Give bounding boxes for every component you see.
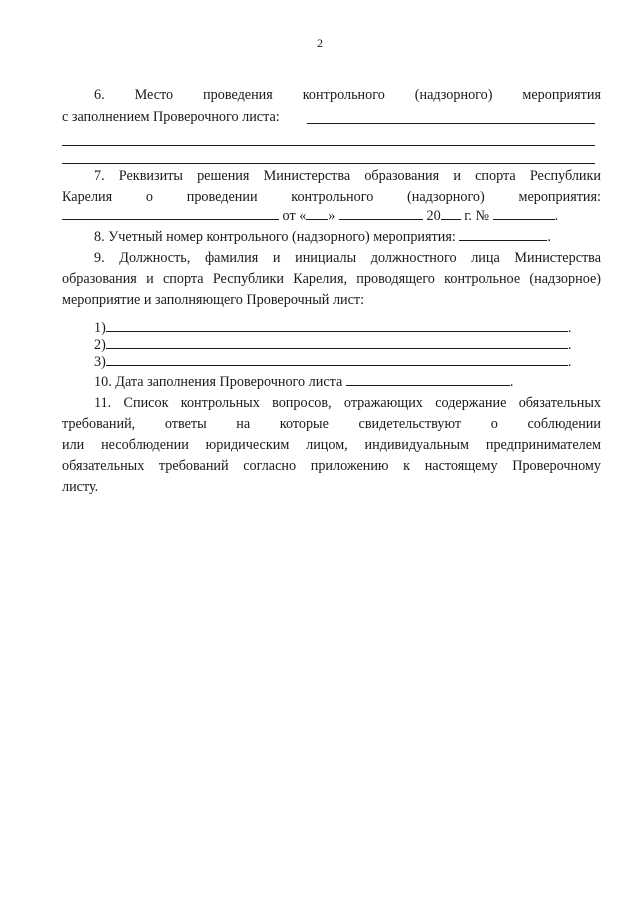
item9-entry-1-label: 1) — [94, 320, 106, 336]
item10-text: 10. Дата заполнения Проверочного листа — [94, 374, 343, 390]
item7-decision-field[interactable] — [62, 207, 279, 220]
item10-line — [94, 373, 513, 391]
item9-entry-3-label: 3) — [94, 354, 106, 370]
item6-line2: с заполнением Проверочного листа: — [62, 109, 280, 125]
item8-end: . — [547, 229, 551, 245]
item7-ot: от « — [282, 208, 307, 224]
item7-year-suffix: г. № — [464, 208, 490, 224]
item7-quote-close: » — [328, 208, 336, 224]
item7-day-field[interactable] — [306, 207, 328, 220]
item9-entry-3-field[interactable] — [106, 353, 568, 366]
item9-line3: мероприятие и заполняющего Проверочный лист: — [62, 292, 365, 308]
item8-number-field[interactable] — [459, 228, 547, 241]
item9-entry-2-field[interactable] — [106, 336, 568, 349]
item7-year-prefix: 20 — [426, 208, 441, 224]
item7-line2: Карелия о проведении контрольного (надзорного) мероприятия: — [62, 189, 601, 205]
item11-line2: требований, ответы на которые свидетельствуют о соблюдении — [62, 416, 601, 432]
item9-entry-1 — [94, 319, 571, 337]
item10-end: . — [509, 374, 514, 390]
item8-line — [94, 228, 551, 246]
item11-line5: листу. — [62, 479, 99, 495]
item7-line3 — [62, 207, 558, 225]
item6-place-field-2[interactable] — [62, 145, 595, 146]
item7-line1: 7. Реквизиты решения Министерства образования и спорта Республики — [94, 168, 601, 184]
item11-line1: 11. Список контрольных вопросов, отражающих содержание обязательных — [94, 395, 601, 411]
item7-number-field[interactable] — [493, 207, 555, 220]
item9-line1: 9. Должность, фамилия и инициалы должностного лица Министерства — [94, 250, 601, 266]
item11-line4: обязательных требований согласно приложению к настоящему Проверочному — [62, 458, 601, 474]
item9-entry-1-end: . — [567, 320, 572, 336]
item9-entry-2 — [94, 336, 571, 354]
page-number: 2 — [317, 36, 323, 50]
item7-month-field[interactable] — [339, 207, 423, 220]
item9-entry-3 — [94, 353, 571, 371]
item9-entry-2-label: 2) — [94, 337, 106, 353]
item9-line2: образования и спорта Республики Карелия, проводящего контрольное (надзорное) — [62, 271, 601, 287]
item6-line1: 6. Место проведения контрольного (надзорного) мероприятия — [94, 87, 601, 103]
item6-place-field-3[interactable] — [62, 163, 595, 164]
item8-text: 8. Учетный номер контрольного (надзорного) мероприятия: — [94, 229, 456, 245]
item9-entry-3-end: . — [567, 354, 572, 370]
item7-year-field[interactable] — [441, 207, 461, 220]
item9-entry-1-field[interactable] — [106, 319, 568, 332]
item7-end: . — [554, 208, 559, 224]
item10-date-field[interactable] — [346, 373, 510, 386]
item9-entry-2-end: . — [567, 337, 572, 353]
item11-line3: или несоблюдении юридическим лицом, индивидуальным предпринимателем — [62, 437, 601, 453]
item6-place-field[interactable] — [307, 123, 595, 124]
